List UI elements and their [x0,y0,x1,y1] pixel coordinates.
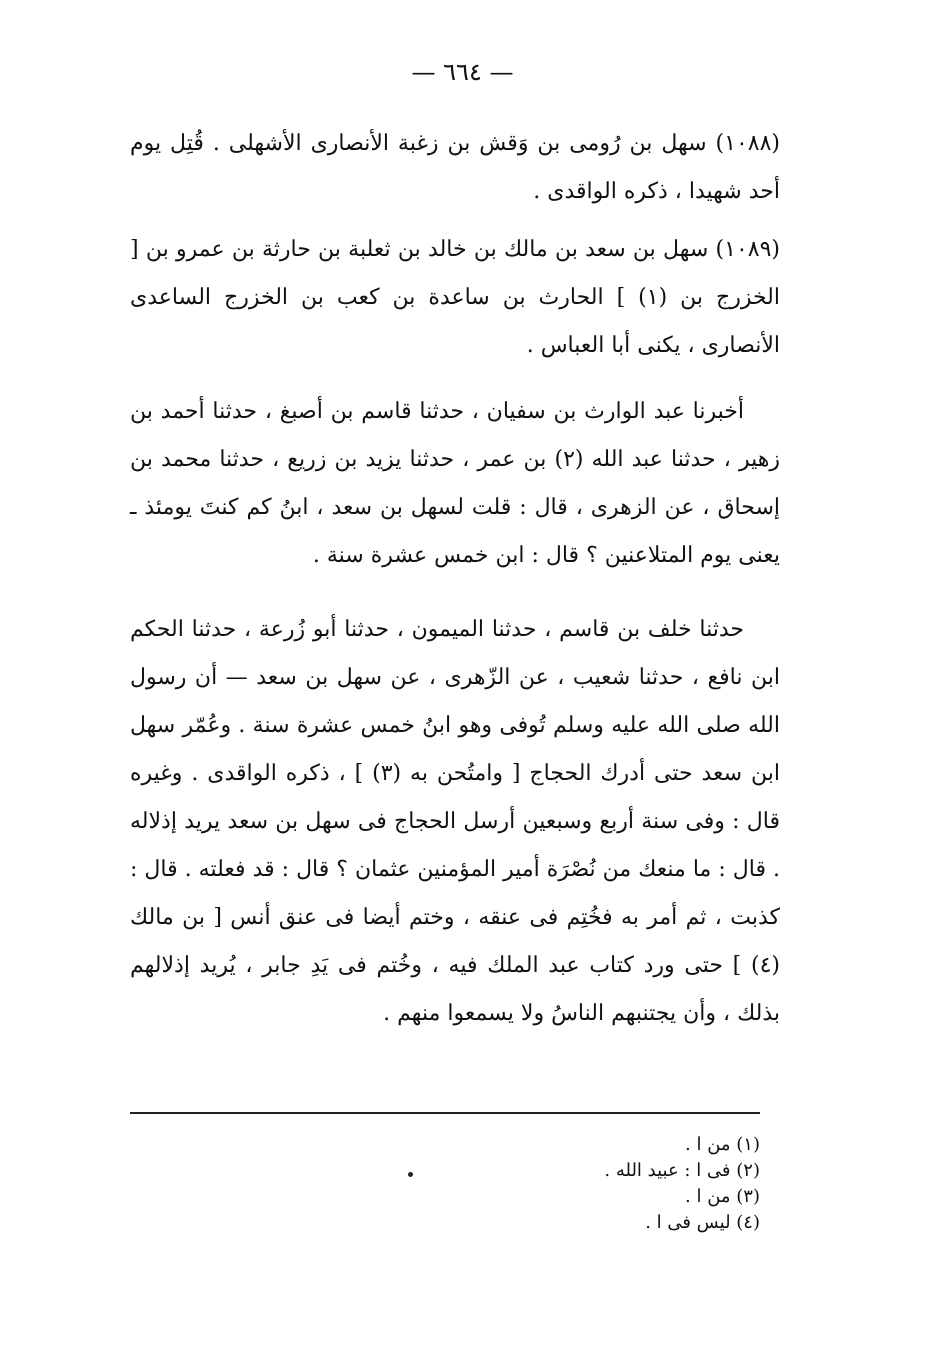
footnote-4: (٤) ليس فى ا . [645,1212,760,1233]
entry-1089: (١٠٨٩) سهل بن سعد بن مالك بن خالد بن ثعلبة بن حارثة بن عمرو بن [ الخزرج بن (١) ] الحارث بن ساعدة بن كعب بن الخزرج الساعدى الأنصارى ، يكنى أبا العباس . [130,237,780,358]
main-text [130,120,780,1048]
entry-1088: (١٠٨٨) سهل بن رُومى بن وَقش بن زغبة الأنصارى الأشهلى . قُتِل يوم أحد شهيدا ، ذكره الواقدى . [130,131,780,204]
hadith-paragraph-1: أخبرنا عبد الوارث بن سفيان ، حدثنا قاسم بن أصبغ ، حدثنا أحمد بن زهير ، حدثنا عبد الله (٢) بن عمر ، حدثنا يزيد بن زريع ، حدثنا محمد بن إسحاق ، عن الزهرى ، قال : قلت لسهل بن سعد ، ابنُ كم كنتَ يومئذ ـ يعنى يوم المتلاعنين ؟ قال : ابن خمس عشرة سنة . [130,399,780,568]
footnote-divider [130,1112,760,1114]
footnote-3: (٣) من ا . [685,1186,760,1207]
hadith-paragraph-2: حدثنا خلف بن قاسم ، حدثنا الميمون ، حدثنا أبو زُرعة ، حدثنا الحكم ابن نافع ، حدثنا شعيب ، عن الزّهرى ، عن سهل بن سعد — أن رسول الله صلى الله عليه وسلم تُوفى وهو ابنُ خمس عشرة سنة . وعُمّر سهل ابن سعد حتى أدرك الحجاج [ وامتُحن به (٣) ] ، ذكره الواقدى . وغيره قال : وفى سنة أربع وسبعين أرسل الحجاج فى سهل بن سعد يريد إذلاله . قال : ما منعك من نُصْرَة أمير المؤمنين عثمان ؟ قال : قد فعلته . قال : كذبت ، ثم أمر به فخُتِم فى عنقه ، وختم أيضا فى عنق أنس [ بن مالك (٤) ] حتى ورد كتاب عبد الملك فيه ، وخُتم فى يَدِ جابر ، يُريد إذلالهم بذلك ، وأن يجتنبهم الناسُ ولا يسمعوا منهم . [130,617,780,1026]
footnote-2: (٢) فى ا : عبيد الله . [604,1160,760,1181]
footnote-1: (١) من ا . [685,1134,760,1155]
page-number: — ٦٦٤ — [411,58,514,86]
ink-dot [408,1172,413,1177]
footnotes [560,1132,760,1236]
